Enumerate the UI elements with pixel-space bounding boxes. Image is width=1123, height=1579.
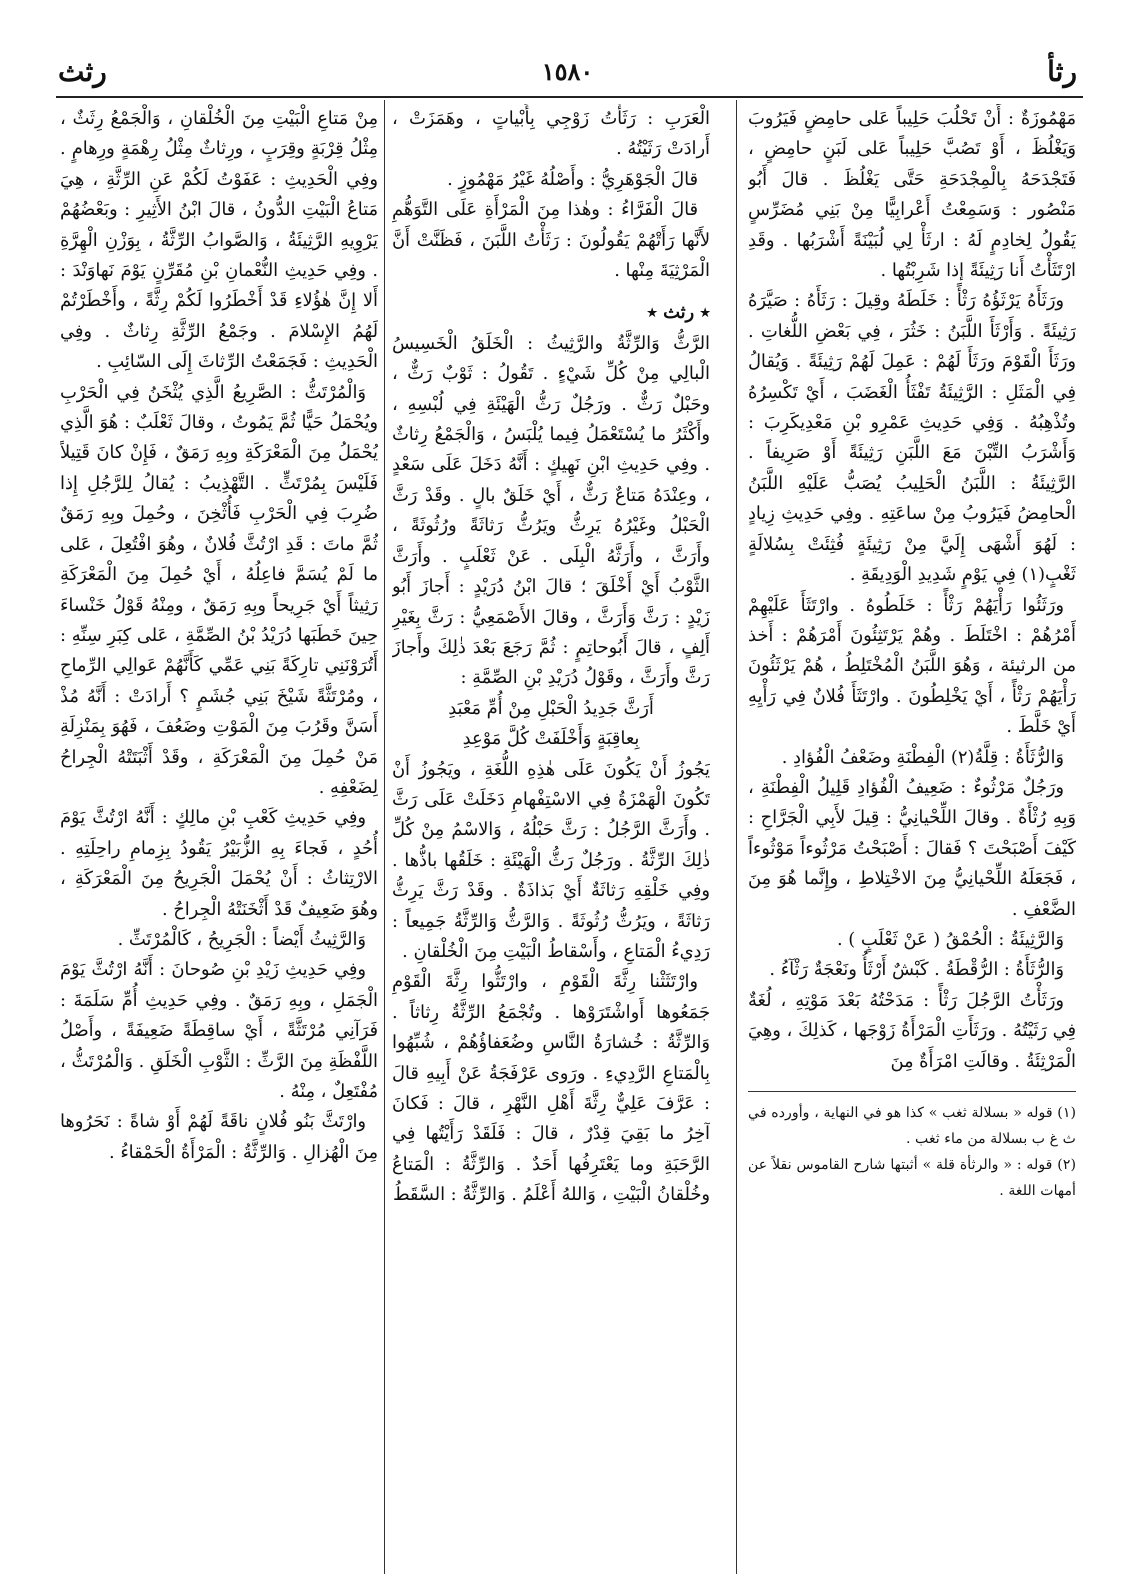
paragraph: قالَ الْفَرَّاءُ : وهٰذا مِنَ الْمَرْأَةِ عَلَى التَّوَهُّمِ لأَنَّها رَأَتْهُمْ يَقُولُونَ : رَثَأْتُ اللَّبَنَ ، فَظَنَّتْ أَنَّ الْمَرْثِيَةَ مِنْها . (392, 199, 710, 282)
paragraph: وَالرَّثِيثُ أَيْضاً : الْجَرِيحُ ، كَالْمُرْتَثِّ . (117, 928, 366, 950)
paragraph: وَالرَّثِيئَةُ : الْحُمْقُ ( عَنْ ثَعْلَبٍ ) . (836, 928, 1064, 950)
verse-line: أَرَثَّ جَدِيدُ الْحَبْلِ مِنْ أُمِّ مَعْبَدِ (448, 697, 654, 719)
page-number: ١٥٨٠ (541, 57, 594, 86)
header-left-word: رثث (58, 55, 107, 88)
paragraph: مِنْ مَتاعِ الْبَيْتِ مِنَ الْخُلْقانِ ، وَالْجَمْعُ رِثَثٌ ، مِثْلُ قِرْبَةٍ وقِرَبٍ ، ورِثاثٌ مِثْلُ رِهْمَةٍ ورِهامٍ . وفِي الْحَدِيثِ : عَفَوْتُ لَكُمْ عَنِ الرِّثَّةِ ، هِيَ مَتاعُ الْبَيْتِ الدُّونُ ، قالَ ابْنُ الأَثِيرِ : وبَعْضُهُمْ يَرْوِيهِ الرَّثِيئَةُ ، وَالصَّوابُ الرِّثَّةُ ، بِوَزْنِ الْهِرَّةِ . وفِي حَدِيثِ النُّعْمانِ بْنِ مُقَرِّنٍ يَوْمَ نَهاوَنْدَ : أَلا إِنَّ هٰؤُلاءِ قَدْ أَخْطَرُوا لَكُمْ رِثَّةً ، وأَخْطَرْتُمْ لَهُمُ الإِسْلامَ . وجَمْعُ الرِّثَّةِ رِثاثٌ . وفِي الْحَدِيثِ : فَجَمَعْتُ الرِّثاثَ إِلَى السّائِبِ . (60, 108, 378, 373)
paragraph: وارْتَثَّ بَنُو فُلانٍ ناقَةً لَهُمْ أَوْ شاةً : نَحَرُوها مِنَ الْهُزالِ . وَالرِّثَّةُ : الْمَرْأَةُ الْحَمْقاءُ . (60, 1111, 378, 1163)
header-right-word: رثأ (1047, 55, 1077, 88)
paragraph: ورَثَأَهُ يَرْثَؤُهُ رَثْأً : خَلَطَهُ وقِيلَ : رَثَأَهُ : صَيَّرَهُ رَثِيئَةً . وَأَرْثَأَ اللَّبَنُ : خَثُرَ ، فِي بَعْضِ اللُّغاتِ . ورَثَأَ الْقَوْمَ ورَثَأَ لَهُمْ : عَمِلَ لَهُمْ رَثِيئَةً . وَيُقالُ فِي الْمَثَلِ : الرَّثِيئَةُ تَفْثَأُ الْغَضَبَ ، أَيْ تَكْسِرُهُ وتُذْهِبُهُ . وَفِي حَدِيثِ عَمْرِو بْنِ مَعْدِيكَرِبَ : وَأَشْرَبُ التِّبْنَ مَعَ اللَّبَنِ رَثِيئَةً أَوْ صَرِيفاً . الرَّثِيئَةُ : اللَّبَنُ الْحَلِيبُ يُصَبُّ عَلَيْهِ اللَّبَنُ الْحامِضُ فَيَرُوبُ مِنْ ساعَتِهِ . وفِي حَدِيثِ زِيادٍ : لَهُوَ أَشْهَى إِلَيَّ مِنْ رَثِيئَةٍ فُثِئَتْ بِسُلالَةٍ ثَغْبٍ(١) فِي يَوْمٍ شَدِيدِ الْوَدِيقَةِ . (748, 290, 1076, 586)
paragraph: ورَثَئُوا رَأْيَهُمْ رَثْأً : خَلَطُوهُ . وارْتَثَأَ عَلَيْهِمْ أَمْرُهُمْ : اخْتَلَطَ . وهُمْ يَرْتَثِئُونَ أَمْرَهُمْ : أَخذ من الرثيئة ، وَهُوَ اللَّبَنُ الْمُخْتَلِطُ ، هُمْ يَرْثَئُونَ رَأْيَهُمْ رَثْأً ، أَيْ يَخْلِطُونَ . وارْتَثَأَ فُلانٌ فِي رَأْيِهِ أَيْ خَلَّطَ . (748, 594, 1076, 738)
footnote-rule (748, 1091, 1076, 1092)
paragraph: يَجُوزُ أَنْ يَكُونَ عَلَى هٰذِهِ اللُّغَةِ ، ويَجُوزُ أَنْ تَكُونَ الْهَمْزَةُ فِي الاسْتِفْهامِ دَخَلَتْ عَلَى رَثَّ . وأَرَثَّ الرَّجُلُ : رَثَّ حَبْلُهُ ، وَالاسْمُ مِنْ كُلِّ ذٰلِكَ الرِّثَّةُ . ورَجُلٌ رَثُّ الْهَيْئَةِ : خَلَقُها باذُّها . وفِي خَلْقِهِ رَثاثَةٌ أَيْ بَذاذَةٌ . وقَدْ رَثَّ يَرِثُّ رَثاثَةً ، ويَرُثُّ رُثُوثَةً . وَالرَّثُّ وَالرِّثَّةُ جَمِيعاً : رَدِيءُ الْمَتاعِ ، وأَسْقاطُ الْبَيْتِ مِنَ الْخُلْقانِ . (392, 758, 710, 962)
paragraph: وَالرُّثَأَةُ : الرُّقْطَةُ . كَبْشٌ أَرْثَأُ ونَعْجَةٌ رَثْآءُ . (769, 959, 1064, 981)
column-right (748, 104, 1076, 1566)
paragraph: ورَثَأْتُ الرَّجُلَ رَثْأً : مَدَحْتُهُ بَعْدَ مَوْتِهِ ، لُغَةٌ فِي رَثَيْتُهُ . ورَثَأَتِ الْمَرْأَةُ زَوْجَها ، كَذلِكَ ، وهِيَ الْمَرْثِئَةُ . وقالَتِ امْرَأَةٌ مِنَ (748, 989, 1076, 1072)
column-divider (736, 100, 737, 1574)
paragraph: وفِي حَدِيثِ كَعْبِ بْنِ مالِكٍ : أَنَّهُ ارْتُثَّ يَوْمَ أُحُدٍ ، فَجاءَ بِهِ الزُّبَيْرُ يَقُودُ بِزِمامِ راحِلَتِهِ . الارْتِثاثُ : أَنْ يُحْمَلَ الْجَرِيحُ مِنَ الْمَعْرَكَةِ ، وهُوَ ضَعِيفٌ قَدْ أَثْخَنَتْهُ الْجِراحُ . (60, 807, 378, 920)
column-divider (384, 100, 385, 1574)
paragraph: وفِي حَدِيثِ زَيْدِ بْنِ صُوحانَ : أَنَّهُ ارْتُثَّ يَوْمَ الْجَمَلِ ، وبِهِ رَمَقٌ . وفِي حَدِيثِ أُمِّ سَلَمَةَ : فَرَآنِي مُرْتَثَّةً ، أَيْ ساقِطَةً ضَعِيفَةً ، وأَصْلُ اللَّفْظَةِ مِنَ الرَّثِّ : الثَّوْبِ الْخَلَقِ . وَالْمُرْتَثُّ ، مُفْتَعِلٌ ، مِنْهُ . (60, 959, 378, 1102)
footnote: (١) قوله « بسلالة ثغب » كذا هو في النهاية ، وأورده في ث غ ب بسلالة من ماء ثغب . (748, 1105, 1076, 1147)
paragraph: وَالرُّثَأَةُ : قِلَّةُ(٢) الْفِطْنَةِ وضَعْفُ الْفُؤادِ . (781, 746, 1064, 768)
paragraph: ورَجُلٌ مَرْثُوءٌ : ضَعِيفُ الْفُؤادِ قَلِيلُ الْفِطْنَةِ ، وَبِهِ رُثْأَةٌ . وقالَ اللِّحْيانِيُّ : قِيلَ لأَبِي الْجَرَّاحِ : كَيْفَ أَصْبَحْتَ ؟ فَقالَ : أَصْبَحْتُ مَرْثُوءاً مَوْثُوءاً ، فَجَعَلَهُ اللِّحْيانِيُّ مِنَ الاخْتِلاطِ ، وإِنَّما هُوَ مِنَ الضَّعْفِ . (748, 776, 1076, 920)
column-middle (392, 104, 710, 1566)
entry-headword: ٭ رثث ٭ (647, 302, 710, 324)
paragraph: مَهْمُوزَةٌ : أَنْ تَحْلُبَ حَلِيباً عَلى حامِضٍ فَيَرُوبَ وَيَغْلُظَ ، أَوْ تَصُبَّ حَلِيباً عَلى لَبَنٍ حامِضٍ ، فَتَجْدَحَهُ بِالْمِجْدَحَةِ حَتَّى يَغْلُظَ . قالَ أَبُو مَنْصُور : وَسَمِعْتُ أَعْرابِيًّا مِنْ بَنِي مُضَرِّسٍ يَقُولُ لِخادِمٍ لَهُ : ارثَأْ لِي لُبَيْنَةً أَشْرَبُها . وقَدِ ارْتَثَأْتُ أَنا رَثِيئَةً إذا شَرِبْتُها . (748, 108, 1076, 282)
column-left (60, 104, 378, 1566)
paragraph: وَالْمُرْتَثُّ : الصَّرِيعُ الَّذِي يُثْخَنُ فِي الْحَرْبِ ويُحْمَلُ حَيًّا ثُمَّ يَمُوتُ ، وقالَ ثَعْلَبٌ : هُوَ الَّذِي يُحْمَلُ مِنَ الْمَعْرَكَةِ وبِهِ رَمَقٌ ، فَإِنْ كانَ قَتِيلاً فَلَيْسَ بِمُرْتَثٍّ . التَّهْذِيبُ : يُقالُ لِلرَّجُلِ إِذا ضُرِبَ فِي الْحَرْبِ فَأُثْخِنَ ، وحُمِلَ وبِهِ رَمَقٌ ثُمَّ ماتَ : قَدِ ارْتُثَّ فُلانٌ ، وهُوَ افْتُعِلَ ، عَلى ما لَمْ يُسَمَّ فاعِلُهُ ، أَيْ حُمِلَ مِنَ الْمَعْرَكَةِ رَثِيثاً أَيْ جَرِيحاً وبِهِ رَمَقٌ ، ومِنْهُ قَوْلُ خَنْساءَ حِينَ خَطَبَها دُرَيْدُ بْنُ الصِّمَّةِ ، عَلى كِبَرِ سِنِّهِ : أَتُرَوْنَنِي تارِكَةً بَنِي عَمِّي كَأَنَّهُمْ عَوالِي الرِّماحِ ، ومُرْتَثَّةً شَيْخَ بَنِي جُشَمٍ ؟ أَرادَتْ : أَنَّهُ مُذْ أَسَنَّ وقَرُبَ مِنَ الْمَوْتِ وضَعُفَ ، فَهُوَ بِمَنْزِلَةِ مَنْ حُمِلَ مِنَ الْمَعْرَكَةِ ، وقَدْ أَثْبَتَتْهُ الْجِراحُ لِضَعْفِهِ . (60, 381, 378, 798)
page-header (52, 48, 1083, 96)
paragraph: الْعَرَبِ : رَثَأْتُ زَوْجِي بِأَبْياتٍ ، وهَمَزَتْ ، أَرادَتْ رَثَيْتُهُ . (392, 108, 710, 160)
header-rule (56, 96, 1083, 98)
paragraph: وارْتَثَثْنا رِثَّةَ الْقَوْمِ ، وارْتَثُّوا رِثَّةَ الْقَوْمِ جَمَعُوها أَواشْتَرَوْها . وتُجْمَعُ الرِّثَّةُ رِثاثاً . وَالرِّثَّةُ : خُشارَةُ النَّاسِ وضُعَفاؤُهُمْ ، شُبِّهُوا بِالْمَتاعِ الرَّدِيءِ . ورَوى عَرْفَجَةُ عَنْ أَبِيهِ قالَ : عَرَّفَ عَلِيٌّ رِثَّةَ أَهْلِ النَّهْرِ ، قالَ : فَكانَ آخِرُ ما بَقِيَ قِدْرٌ ، قالَ : فَلَقَدْ رَأَيْتُها فِي الرَّحَبَةِ وما يَعْتَرِفُها أَحَدٌ . وَالرِّثَّةُ : الْمَتاعُ وخُلْقانُ الْبَيْتِ ، وَاللهُ أَعْلَمُ . وَالرِّثَّةُ : السَّقَطُ (392, 971, 710, 1206)
verse-line: بِعاقِبَةٍ وَأَخْلَفَتْ كُلَّ مَوْعِدِ (462, 728, 640, 750)
paragraph: قالَ الْجَوْهَرِيُّ : وأَصْلُهُ غَيْرُ مَهْمُوزٍ . (447, 168, 698, 190)
paragraph: الرَّثُّ وَالرِّثَّةُ والرَّثِيثُ : الْخَلَقُ الْخَسِيسُ الْبالِي مِنْ كُلِّ شَيْءٍ . تَقُولُ : ثَوْبٌ رَثٌّ ، وحَبْلٌ رَثٌّ . ورَجُلٌ رَثُّ الْهَيْئَةِ فِي لُبْسِهِ ، وأَكْثَرُ ما يُسْتَعْمَلُ فِيما يُلْبَسُ ، وَالْجَمْعُ رِثاثٌ . وفِي حَدِيثِ ابْنِ نَهِيكٍ : أَنَّهُ دَخَلَ عَلَى سَعْدٍ ، وعِنْدَهُ مَتاعٌ رَثٌّ ، أَيْ خَلَقٌ بالٍ . وقَدْ رَثَّ الْحَبْلُ وغَيْرُهُ يَرِثُّ ويَرُثُّ رَثاثَةً ورُثُوثَةً ، وأَرَثَّ ، وأَرَثَّهُ الْبِلَى . عَنْ ثَعْلَبٍ . وأَرَثَّ الثَّوْبُ أَيْ أَخْلَقَ ؛ قالَ ابْنُ دُرَيْدٍ : أَجازَ أَبُو زَيْدٍ : رَثَّ وَأَرَثَّ ، وقالَ الأَصْمَعِيُّ : رَثَّ بِغَيْرِ أَلِفٍ ، قالَ أَبُوحاتِمٍ : ثُمَّ رَجَعَ بَعْدَ ذٰلِكَ وأَجازَ رَثَّ وأَرَثَّ ، وقَوْلُ دُرَيْدِ بْنِ الصِّمَّةِ : (392, 332, 710, 689)
footnote: (٢) قوله : « والرثأة قلة » أثبتها شارح القاموس نقلاً عن أمهات اللغة . (748, 1157, 1076, 1199)
